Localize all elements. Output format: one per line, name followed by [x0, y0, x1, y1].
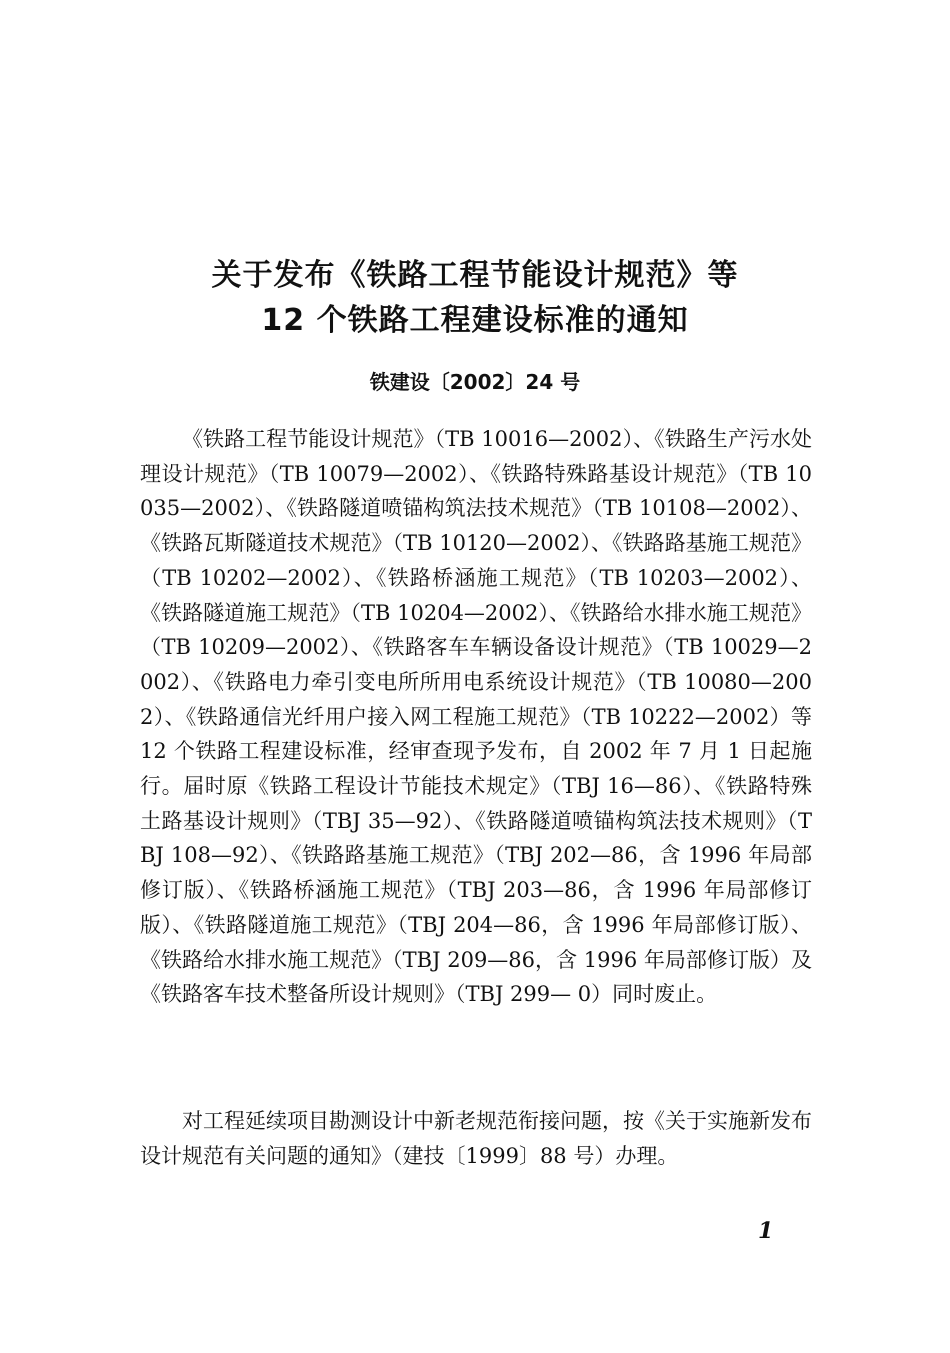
body-paragraph-2: 对工程延续项目勘测设计中新老规范衔接问题，按《关于实施新发布设计规范有关问题的通知》（建技〔1999〕88 号）办理。 — [140, 1109, 812, 1168]
document-title-line-2: 12 个铁路工程建设标准的通知 — [261, 303, 689, 338]
body-paragraph-2-container — [140, 1104, 812, 1173]
document-title-line-1: 关于发布《铁路工程节能设计规范》等 — [211, 258, 739, 293]
page-number: 1 — [758, 1218, 774, 1244]
document-number: 铁建设〔2002〕24 号 — [369, 370, 581, 394]
body-paragraph-1-container — [140, 422, 812, 1012]
body-paragraph-1: 《铁路工程节能设计规范》（TB 10016—2002）、《铁路生产污水处理设计规范》（TB 10079—2002）、《铁路特殊路基设计规范》（TB 10035—2002）、《铁路隧道喷锚构筑法技术规范》（TB 10108—2002）、《铁路瓦斯隧道技术规范》（TB 10120—2002）、《铁路路基施工规范》（TB 10202—2002）、《铁路桥涵施工规范》（TB 10203—2002）、《铁路隧道施工规范》（TB 10204—2002）、《铁路给水排水施工规范》（TB 10209—2002）、《铁路客车车辆设备设计规范》（TB 10029—2002）、《铁路电力牵引变电所所用电系统设计规范》（TB 10080—2002）、《铁路通信光纤用户接入网工程施工规范》（TB 10222—2002）等 12 个铁路工程建设标准，经审查现予发布，自 2002 年 7 月 1 日起施行。届时原《铁路工程设计节能技术规定》（TBJ 16—86）、《铁路特殊土路基设计规则》（TBJ 35—92）、《铁路隧道喷锚构筑法技术规则》（TBJ 108—92）、《铁路路基施工规范》（TBJ 202—86，含 1996 年局部修订版）、《铁路桥涵施工规范》（TBJ 203—86，含 1996 年局部修订版）、《铁路隧道施工规范》（TBJ 204—86，含 1996 年局部修订版）、《铁路给水排水施工规范》（TBJ 209—86，含 1996 年局部修订版）及《铁路客车技术整备所设计规则》（TBJ 299— 0）同时废止。 — [140, 427, 812, 1007]
